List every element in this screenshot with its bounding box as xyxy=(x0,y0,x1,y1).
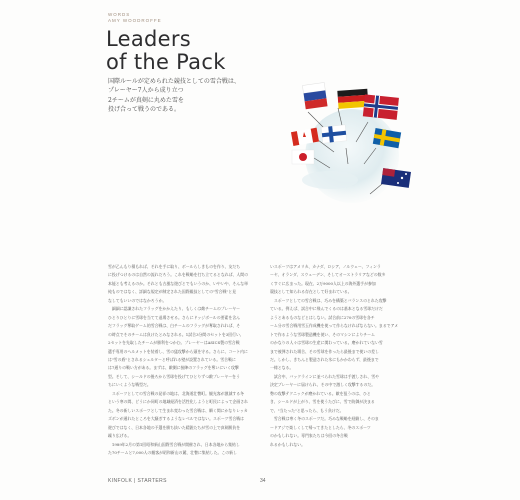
body-line: スポーツとしての雪合戦の発祥の地は、北海道壮瞥町。観光客が激減する冬 xyxy=(108,390,245,396)
body-line: 2セットを先取したチームが勝利をつかむ。プレーヤーはASICS製の雪合戦 xyxy=(108,340,240,346)
body-line: 決定ブレーヤーに届けられ、その中で激しく攻撃するのだ。 xyxy=(270,382,376,388)
body-line: のかなりの人々は雪球の生産に関わっている。磨かれていない雪 xyxy=(270,340,383,346)
intro-line: 国際ルールが定められた競技としての雪合戦は、 xyxy=(108,78,240,85)
body-line: れるかもしれない。 xyxy=(270,441,306,447)
body-line: は"雪の盾"とされるシェルターと呼ばれる壁が設置されている。雪合戦に xyxy=(108,356,236,362)
article-body-left xyxy=(108,263,258,457)
byline-author: AMY WOODROFFE xyxy=(108,18,162,23)
flags-on-snowball-icon xyxy=(290,60,440,220)
body-line: だ。しかし、きちんと製造された氷にもかかわらず、最後まで xyxy=(270,356,379,362)
body-line: ーヤ、オランダ、スウェーデン、そしてオーストラリアなどの数多 xyxy=(270,272,386,278)
body-line: は7通りの戦い方がある。まずは、敵側に接陣のフラッグを奪いにいく攻撃 xyxy=(108,365,239,371)
body-line: という寒の間、どうにか同町の地域経済を活性化しようと町民によって企画され xyxy=(108,399,249,405)
body-line: まで被弾された場合、その雪球を作ったら最後まで使いの差し xyxy=(270,348,379,354)
body-line: 雪合戦は寒く冬のスポーツだ。巧みな戦略を経験し、そのま xyxy=(270,416,379,422)
intro-lede xyxy=(108,77,258,115)
body-line: ズボンが通れたところを大騒ぎするようなレベルではない。スポーツ雪合戦は xyxy=(108,416,245,422)
body-line: トで作るような雪球製造機を使い、そのマシンによりチーム xyxy=(270,331,375,337)
body-line: ーム分の雪合戦用雪玉作成機を使って作らなければならない。まるでアメ xyxy=(270,323,399,329)
byline-label: WORDS xyxy=(108,12,131,17)
body-line: なしてもいいのではなかろうか。 xyxy=(108,297,167,303)
body-line: くすぐに広まった。現在、2万9000人以上の海外選手が参加 xyxy=(270,280,376,286)
body-line: 一様となる。 xyxy=(270,365,294,371)
magazine-section: KINFOLK | STARTERS xyxy=(108,478,167,484)
title-line-2: of the Pack xyxy=(106,50,226,74)
body-line: のかもしれない。専門家たちは今回の冬合戦 xyxy=(270,433,348,439)
intro-line: 投げ合って戦うのである。 xyxy=(108,106,181,114)
article-title xyxy=(106,28,306,74)
page-number: 34 xyxy=(260,478,266,484)
byline xyxy=(108,12,162,24)
body-line: た70チームと7,000人の観客が昭和新山の麓、壮瞥に集結した。この新し xyxy=(108,449,237,455)
body-line: いスポーツはアメリカ、カナダ、ロシア、ノルウェー、フィンラ xyxy=(270,264,381,269)
body-line: 1989年2月の第1回昭和新山国際雪合戦が開催され、日本各地から集結し xyxy=(108,441,240,447)
body-line: ちにいくような戦型だ。 xyxy=(108,382,151,388)
body-line: 本能とも考えるのか。それとも古風な遊びとでもいうのか、いやいや、そんな単 xyxy=(108,280,248,286)
body-line: だフラッグ奪取ゲーム的雪合戦は、白チームのフラッグが奪取されれば、そ xyxy=(108,323,241,329)
body-line: 遊びではなく、日本各地の予選を勝ち抜いた精鋭たちが雪の上で真剣勝負を xyxy=(108,424,241,430)
intro-line: プレーヤー7人から成り立つ xyxy=(108,87,184,95)
intro-line: 2チームが真剣に丸めた雪を xyxy=(108,96,184,104)
body-line: に投げつけるのは自然の流れだろう。これを戦略を打ち立てるとなれば、人間の xyxy=(108,272,249,278)
body-line: ードアジで楽しくして帰ってきたとしたら、冬のスポーツ xyxy=(270,424,371,430)
page-footer xyxy=(108,478,438,488)
body-line: スポーツとしての雪合戦は、巧みを構築とバランスのとれた攻撃 xyxy=(270,297,387,303)
body-line: 試合中、バックラインに並べられた雪球は手渡しされ、雪や xyxy=(270,373,380,379)
body-line: 競技として知られる存在として好まれている。 xyxy=(270,289,352,295)
body-line: の時点でそのチームは負けたとみなされる。1試合3分間のセットを3回行い、 xyxy=(108,331,244,337)
body-line: た。冬の新しいスポーツとして生まれ変わった雪合戦は、瞬く間にかなりレッカ xyxy=(108,407,248,413)
body-line: ている。例えば、試合中に飛んでくるのは基本となる雪球だけだ xyxy=(270,306,383,312)
body-line: 選手専用のヘルメットを装着し、雪の猛攻撃から頭を守る。さらに、コート内に xyxy=(108,348,248,354)
body-line: ようとあるものなどとはしない。試合前に270の雪球を各チ xyxy=(270,314,375,320)
body-line: で、"当たった"と思ったら、もう負けだ。 xyxy=(270,407,344,413)
body-line: ひとりひとりに雪球を当てて退場させる。さらにドッジボールの要素を含ん xyxy=(108,314,241,320)
body-line: 雪が乙んもり積もれば、それを手に取り、ボールらしきものを作り、友だち xyxy=(108,264,241,269)
body-line: 型。そして、シールドの後ろから雪球を投げてひとりずつ敵プレーヤーをう xyxy=(108,373,240,379)
body-line: 繰り広げる。 xyxy=(108,433,132,439)
body-line: き、シールドが上がり、雪を使うたびに、雪で防御が決まる xyxy=(270,399,375,405)
body-line: 細細に認識されたフラッグをかかえたり、もしくは敵チームのプレーヤー xyxy=(108,306,241,312)
article-body-right xyxy=(270,263,433,449)
body-line: 勢の攻撃テクニックが磨かれている。敵を狙うのは、ひと xyxy=(270,390,371,396)
body-line: 純ものではなく、詳細な規定が制定された国際親技としての"雪合戦"と見 xyxy=(108,289,236,295)
title-line-1: Leaders xyxy=(106,27,192,51)
